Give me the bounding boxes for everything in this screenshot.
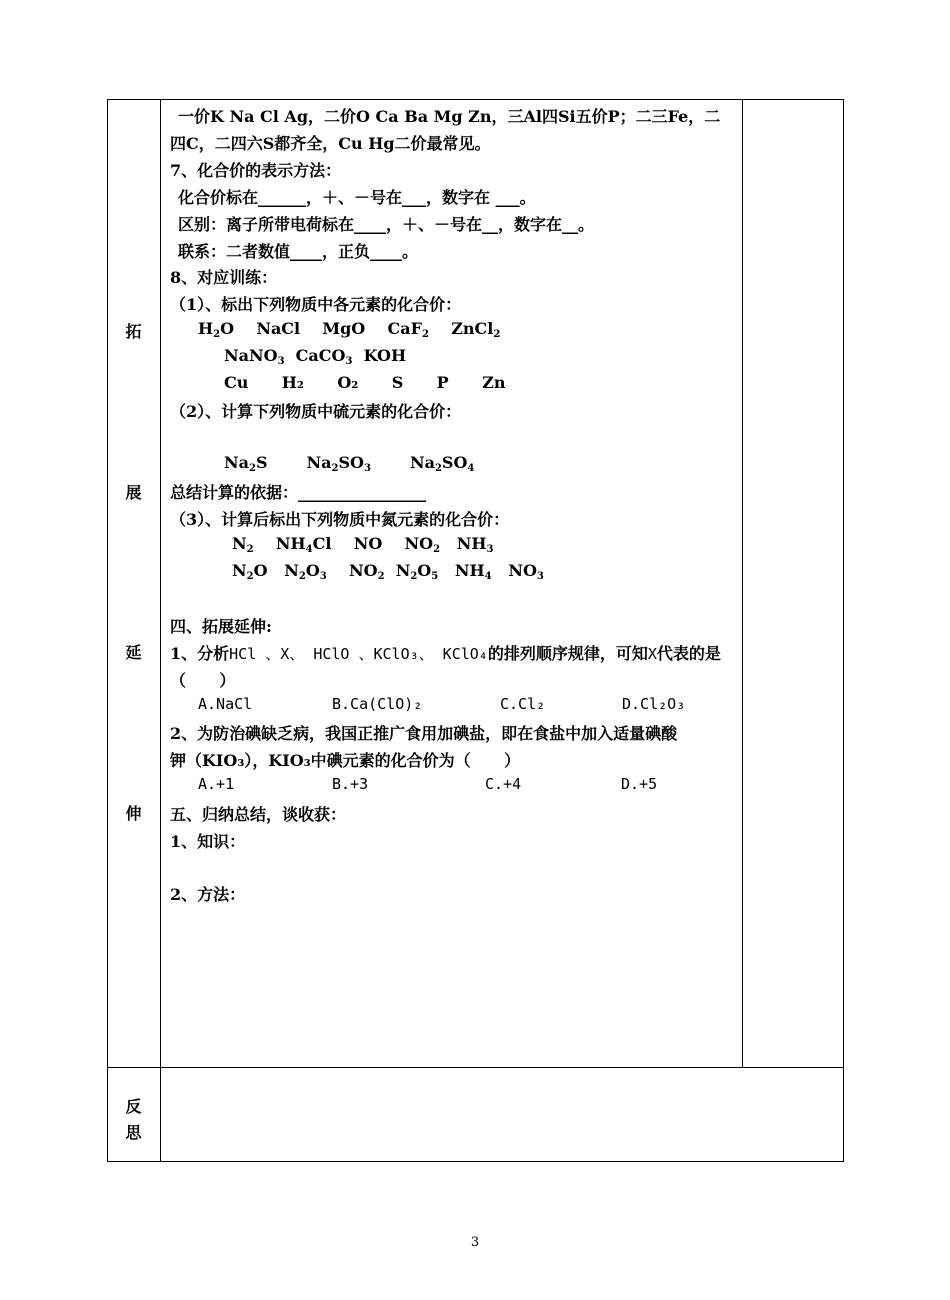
q2-option-d: D.+5: [621, 775, 658, 793]
question-2-line-1: 2、为防治碘缺乏病，我国正推广食用加碘盐，即在食盐中加入适量碘酸: [170, 724, 678, 743]
table-divider-left: [160, 99, 161, 1162]
side-label-1: 拓: [125, 322, 142, 341]
question-1-blank: （ ）: [170, 671, 236, 690]
summary-knowledge: 1、知识：: [170, 832, 246, 851]
formula-row-1: $H_2O$ NaCl MgO CaF$_2$ ZnCl$_2$: [198, 319, 501, 340]
exercise-1-heading: （1）、标出下列物质中各元素的化合价：: [170, 295, 462, 314]
q1-option-d: D.Cl₂O₃: [622, 695, 686, 713]
formula-row-3: Cu H₂ O₂ S P Zn: [224, 373, 506, 392]
exercise-2-heading: （2）、计算下列物质中硫元素的化合价：: [170, 402, 462, 421]
q1-option-a: A.NaCl: [198, 695, 253, 713]
sulfur-formulas: $Na_2S$ $Na_2SO_3$ $Na_2SO_4$: [224, 453, 475, 474]
q1-suffix: 代表的是: [656, 644, 721, 663]
valence-mnemonic-1: 一价K Na Cl Ag，二价O Ca Ba Mg Zn，三Al四Si五价P；二三Fe，二: [178, 107, 721, 126]
question-1: [170, 641, 721, 664]
nitrogen-formulas-2: $N_2O$ $N_2O_3$ $NO_2$ $N_2O_5$ $NH_4$ $NO_3$: [232, 561, 544, 582]
calc-basis: 总结计算的依据：________________: [170, 483, 427, 502]
summary-method: 2、方法：: [170, 885, 246, 904]
q1-middle: 的排列顺序规律，可知: [487, 644, 648, 663]
table-divider-row: [107, 1067, 844, 1068]
ion-difference: 区别：离子所带电荷标在____，＋、－号在__，数字在__。: [178, 215, 595, 234]
nitrogen-formulas-1: $N_2$ $NH_4Cl$ NO $NO_2$ $NH_3$: [232, 534, 494, 555]
q2-option-a: A.+1: [198, 775, 235, 793]
relation: 联系：二者数值____，正负____。: [178, 242, 419, 261]
question-2-line-2: 钾（KIO₃），KIO₃中碘元素的化合价为（ ）: [170, 751, 521, 770]
side-label-4: 伸: [125, 804, 142, 823]
reflection-label-2: 思: [125, 1123, 142, 1142]
section-5-heading: 五、归纳总结，谈收获：: [170, 805, 347, 824]
q1-option-c: C.Cl₂: [500, 695, 546, 713]
valence-mnemonic-2: 四C，二四六S都齐全，Cu Hg二价最常见。: [170, 134, 491, 153]
page-number: 3: [470, 1235, 480, 1250]
side-label-3: 延: [125, 643, 142, 662]
q2-option-c: C.+4: [485, 775, 522, 793]
side-label-2: 展: [125, 483, 142, 502]
table-divider-right: [742, 99, 743, 1067]
reflection-label-1: 反: [125, 1097, 142, 1116]
valence-notation: 化合价标在______，＋、－号在___，数字在 ___。: [178, 188, 536, 207]
q1-variable: X: [647, 645, 657, 663]
exercise-3-heading: （3）、计算后标出下列物质中氮元素的化合价：: [170, 510, 510, 529]
q1-sequence: HCl 、X、 HClO 、KClO₃、 KClO₄: [229, 645, 488, 663]
section-7-heading: 7、化合价的表示方法：: [170, 161, 342, 180]
q2-option-b: B.+3: [332, 775, 369, 793]
q1-option-b: B.Ca(ClO)₂: [332, 695, 423, 713]
section-8-heading: 8、对应训练：: [170, 268, 278, 287]
section-4-heading: 四、拓展延伸:: [170, 617, 272, 636]
formula-row-2: NaNO$_3$ CaCO$_3$ KOH: [224, 346, 407, 367]
q1-prefix: 1、分析: [170, 644, 230, 663]
